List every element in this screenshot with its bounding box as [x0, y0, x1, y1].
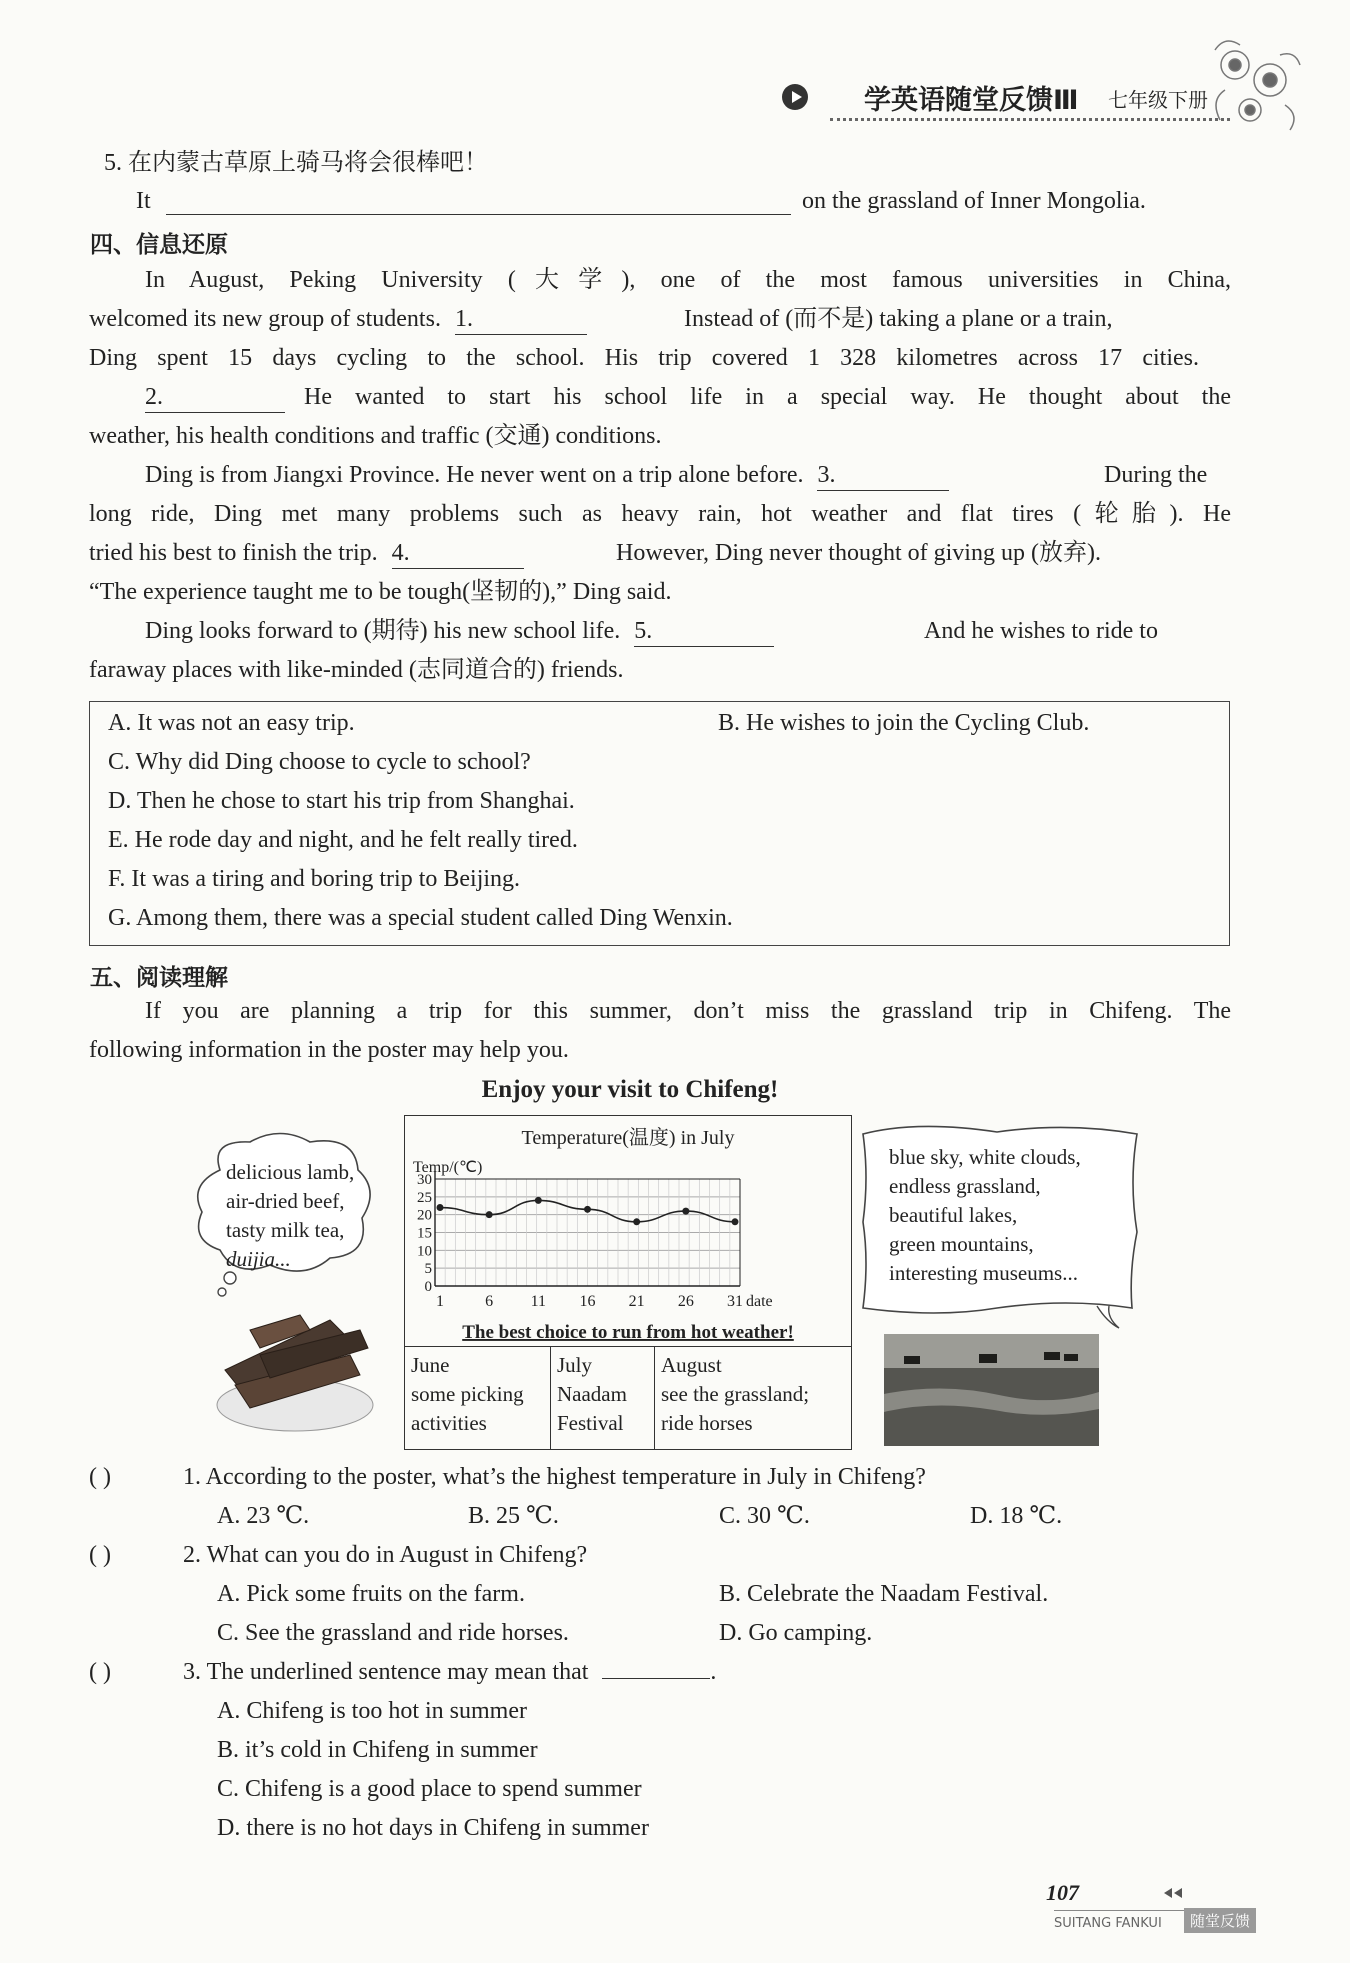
footer-brand: SUITANG FANKUI — [1054, 1916, 1162, 1931]
answer-blank-2[interactable]: 2. — [145, 382, 285, 413]
answer-blank-2-wrap — [145, 382, 285, 413]
q3-answer-blank[interactable] — [602, 1678, 710, 1679]
q3-option-a[interactable]: A. Chifeng is too hot in summer — [217, 1698, 527, 1724]
data-point — [682, 1208, 689, 1215]
option-a: A. It was not an easy trip. — [108, 710, 355, 736]
temperature-chart — [404, 1115, 852, 1347]
data-point — [486, 1211, 493, 1218]
x-tick-label: 6 — [485, 1293, 494, 1310]
option-e: E. He rode day and night, and he felt really tired. — [108, 827, 578, 853]
left-bubble-line: tasty milk tea, — [226, 1218, 345, 1242]
month-name: July — [557, 1353, 593, 1377]
data-point — [584, 1206, 591, 1213]
y-tick-label: 5 — [424, 1261, 432, 1278]
answer-blank-3[interactable]: 3. — [817, 460, 949, 491]
passage-line: Ding spent 15 days cycling to the school. His trip covered 1 328 kilometres across 17 cities. — [89, 345, 1199, 371]
q5-start: It — [136, 188, 151, 214]
passage-line: He wanted to start his school life in a special way. He thought about the — [304, 384, 1231, 410]
right-bubble-line: green mountains, — [889, 1232, 1034, 1256]
data-point — [535, 1197, 542, 1204]
month-activity: activities — [411, 1411, 487, 1435]
passage-line: In August, Peking University (大学), one of the most famous universities in China, — [145, 267, 1231, 293]
y-tick-label: 0 — [424, 1279, 432, 1295]
q3-paren[interactable]: ( ) — [89, 1659, 111, 1685]
month-july-cell — [551, 1347, 655, 1449]
passage-line — [89, 538, 524, 569]
q3-stem-text: 3. The underlined sentence may mean that — [183, 1659, 589, 1685]
header-divider — [830, 118, 1230, 121]
q3-option-c[interactable]: C. Chifeng is a good place to spend summer — [217, 1776, 642, 1802]
left-bubble-line: air-dried beef, — [226, 1189, 345, 1213]
answer-blank-5[interactable]: 5. — [634, 616, 774, 647]
footer-badge: 随堂反馈 — [1184, 1908, 1256, 1933]
left-bubble-line: delicious lamb, — [226, 1160, 355, 1184]
passage-line: long ride, Ding met many problems such as heavy rain, hot weather and flat tires (轮胎). He — [89, 501, 1231, 527]
q5-end: on the grassland of Inner Mongolia. — [802, 188, 1146, 214]
x-axis-label: date — [746, 1293, 773, 1310]
q5-prompt: 5. 在内蒙古草原上骑马将会很棒吧！ — [104, 150, 488, 176]
x-tick-label: 26 — [677, 1293, 694, 1310]
intro-line: following information in the poster may help you. — [89, 1037, 569, 1063]
poster-slogan: The best choice to run from hot weather! — [462, 1322, 794, 1343]
x-tick-label: 21 — [628, 1293, 645, 1310]
q3-stem: 3. The underlined sentence may mean that . — [183, 1659, 717, 1685]
q3-option-b[interactable]: B. it’s cold in Chifeng in summer — [217, 1737, 538, 1763]
passage-text: welcomed its new group of students. — [89, 306, 441, 332]
q1-option-c[interactable]: C. 30 ℃. — [719, 1503, 810, 1529]
right-bubble-line: blue sky, white clouds, — [889, 1145, 1081, 1169]
passage-text: And he wishes to ride to — [924, 618, 1158, 644]
q3-option-d[interactable]: D. there is no hot days in Chifeng in summer — [217, 1815, 649, 1841]
passage-text: During the — [1104, 462, 1208, 488]
section-4-heading: 四、信息还原 — [90, 232, 228, 258]
option-b: B. He wishes to join the Cycling Club. — [718, 710, 1090, 736]
page-number: 107 — [1046, 1880, 1079, 1905]
option-g: G. Among them, there was a special student called Ding Wenxin. — [108, 905, 733, 931]
passage-text: Instead of (而不是) taking a plane or a train, — [684, 306, 1113, 332]
month-name: June — [411, 1353, 450, 1377]
passage-line — [145, 616, 774, 647]
q1-option-b[interactable]: B. 25 ℃. — [468, 1503, 559, 1529]
month-activity: see the grassland; — [661, 1382, 810, 1406]
q1-paren[interactable]: ( ) — [89, 1464, 111, 1490]
passage-text: Ding looks forward to (期待) his new school life. — [145, 618, 621, 644]
q1-option-a[interactable]: A. 23 ℃. — [217, 1503, 310, 1529]
data-point — [732, 1218, 739, 1225]
q2-option-a[interactable]: A. Pick some fruits on the farm. — [217, 1581, 525, 1607]
options-box — [89, 701, 1230, 946]
option-d: D. Then he chose to start his trip from Shanghai. — [108, 788, 575, 814]
dried-beef-image — [210, 1300, 375, 1435]
q2-option-b[interactable]: B. Celebrate the Naadam Festival. — [719, 1581, 1049, 1607]
right-bubble-line: beautiful lakes, — [889, 1203, 1018, 1227]
right-bubble-line: interesting museums... — [889, 1261, 1078, 1285]
passage-line — [89, 304, 587, 335]
answer-blank-1[interactable]: 1. — [455, 304, 587, 335]
answer-blank-4[interactable]: 4. — [392, 538, 524, 569]
q5-answer-blank[interactable] — [166, 214, 791, 215]
x-tick-label: 11 — [530, 1293, 547, 1310]
q1-option-d[interactable]: D. 18 ℃. — [970, 1503, 1063, 1529]
poster-title: Enjoy your visit to Chifeng! — [481, 1076, 779, 1103]
play-icon — [782, 84, 808, 110]
data-point — [437, 1204, 444, 1211]
x-tick-label: 1 — [436, 1293, 444, 1310]
q2-paren[interactable]: ( ) — [89, 1542, 111, 1568]
q1-stem: 1. According to the poster, what’s the highest temperature in July in Chifeng? — [183, 1464, 926, 1490]
passage-text: However, Ding never thought of giving up (放弃). — [616, 540, 1101, 566]
y-tick-label: 20 — [417, 1207, 432, 1224]
x-tick-label: 31 — [727, 1293, 743, 1310]
q2-stem: 2. What can you do in August in Chifeng? — [183, 1542, 588, 1568]
footer-divider — [1054, 1910, 1184, 1911]
month-name: August — [661, 1353, 722, 1377]
chart-y-label: Temp/(℃) — [413, 1159, 483, 1176]
q2-option-c[interactable]: C. See the grassland and ride horses. — [217, 1620, 569, 1646]
right-bubble-line: endless grassland, — [889, 1174, 1041, 1198]
x-tick-label: 16 — [579, 1293, 596, 1310]
intro-line: If you are planning a trip for this summer, don’t miss the grassland trip in Chifeng. The — [145, 998, 1231, 1024]
month-activity: some picking — [411, 1382, 524, 1406]
double-arrow-icon — [1162, 1886, 1184, 1900]
y-tick-label: 15 — [417, 1225, 432, 1242]
passage-text: tried his best to finish the trip. — [89, 540, 378, 566]
month-august-cell — [655, 1347, 851, 1449]
month-activity: ride horses — [661, 1411, 753, 1435]
flower-decoration-icon — [1195, 30, 1315, 140]
passage-line: faraway places with like-minded (志同道合的) friends. — [89, 657, 624, 683]
chart-svg — [405, 1116, 851, 1346]
y-tick-label: 10 — [417, 1243, 432, 1260]
left-bubble-line: duijia... — [226, 1247, 291, 1271]
passage-line: weather, his health conditions and traffic (交通) conditions. — [89, 423, 662, 449]
option-f: F. It was a tiring and boring trip to Beijing. — [108, 866, 521, 892]
option-c: C. Why did Ding choose to cycle to school? — [108, 749, 531, 775]
chart-title: Temperature(温度) in July — [521, 1127, 735, 1149]
section-5-heading: 五、阅读理解 — [90, 965, 228, 991]
y-tick-label: 30 — [417, 1172, 432, 1188]
data-point — [633, 1218, 640, 1225]
month-june-cell — [405, 1347, 551, 1449]
passage-line — [145, 460, 949, 491]
months-table — [404, 1346, 852, 1450]
q2-option-d[interactable]: D. Go camping. — [719, 1620, 873, 1646]
grassland-photo — [884, 1334, 1099, 1446]
passage-line: “The experience taught me to be tough(坚韧的),” Ding said. — [89, 579, 672, 605]
month-activity: Naadam — [557, 1382, 627, 1406]
y-tick-label: 25 — [417, 1189, 432, 1206]
grade-label: 七年级下册 — [1108, 88, 1208, 112]
month-activity: Festival — [557, 1411, 624, 1435]
passage-text: Ding is from Jiangxi Province. He never went on a trip alone before. — [145, 462, 804, 488]
book-title: 学英语随堂反馈Ⅲ — [864, 85, 1079, 116]
